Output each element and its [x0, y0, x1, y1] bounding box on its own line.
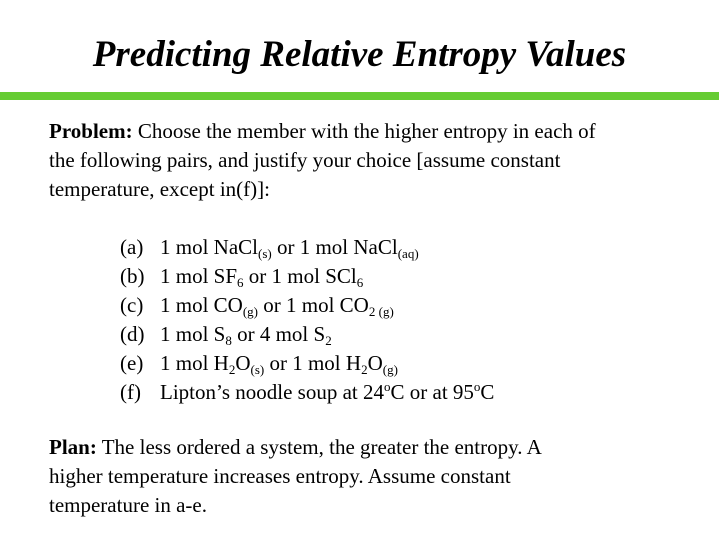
pair-text: 1 mol CO — [160, 293, 243, 317]
pair-letter: (c) — [120, 293, 144, 317]
problem-statement — [49, 117, 709, 204]
pair-item-a — [120, 233, 494, 262]
degree-superscript: o — [384, 379, 391, 394]
pair-text: C — [480, 380, 495, 404]
pair-letter: (a) — [120, 235, 144, 259]
pair-subscript: 2 — [325, 333, 332, 348]
pair-item-d — [120, 320, 494, 349]
pair-text: O — [235, 351, 251, 375]
degree-superscript: o — [473, 379, 481, 394]
pair-subscript: 2 (g) — [368, 304, 394, 319]
pair-text: C or at 95 — [390, 380, 474, 404]
pair-text: 1 mol SF — [160, 264, 238, 288]
pair-subscript: 2 — [361, 362, 368, 377]
pair-subscript: (s) — [250, 362, 265, 377]
pair-text: 1 mol NaCl — [160, 235, 258, 259]
pair-subscript: (g) — [382, 362, 398, 377]
slide-title: Predicting Relative Entropy Values — [92, 34, 627, 75]
pair-item-f — [120, 378, 494, 407]
plan-line-2: higher temperature increases entropy. Assume constant — [49, 464, 511, 488]
pair-text: or 1 mol CO — [258, 293, 369, 317]
pair-text: or 1 mol NaCl — [271, 235, 398, 259]
pair-subscript: 2 — [228, 362, 236, 377]
pair-text: 1 mol S — [160, 322, 226, 346]
plan-statement — [49, 433, 709, 520]
pair-text: or 1 mol SCl — [243, 264, 357, 288]
pair-item-c — [120, 291, 494, 320]
problem-label: Problem: — [49, 119, 133, 143]
problem-line-3: temperature, except in(f)]: — [49, 177, 270, 201]
pair-letter: (b) — [120, 264, 145, 288]
pair-text: or 4 mol S — [231, 322, 326, 346]
pair-item-b — [120, 262, 494, 291]
pairs-list — [120, 233, 494, 407]
pair-subscript: 6 — [237, 275, 244, 290]
problem-line-2: the following pairs, and justify your choice [assume constant — [49, 148, 561, 172]
pair-letter: (f) — [120, 380, 141, 404]
pair-letter: (d) — [120, 322, 145, 346]
problem-line-1: Choose the member with the higher entropy in each of — [132, 119, 596, 143]
plan-line-1: The less ordered a system, the greater the entropy. A — [96, 435, 542, 459]
plan-line-3: temperature in a-e. — [49, 493, 207, 517]
pair-subscript: (aq) — [397, 246, 419, 261]
pair-subscript: (g) — [242, 304, 259, 319]
title-divider — [0, 92, 719, 100]
pair-text: 1 mol H — [160, 351, 229, 375]
pair-item-e — [120, 349, 494, 378]
plan-label: Plan: — [49, 435, 97, 459]
pair-subscript: (s) — [258, 246, 272, 261]
pair-letter: (e) — [120, 351, 144, 375]
pair-text: or 1 mol H — [264, 351, 362, 375]
pair-text: O — [367, 351, 383, 375]
pair-subscript: 8 — [225, 333, 232, 348]
pair-text: Lipton’s noodle soup at 24 — [160, 380, 384, 404]
pair-subscript: 6 — [356, 275, 364, 290]
